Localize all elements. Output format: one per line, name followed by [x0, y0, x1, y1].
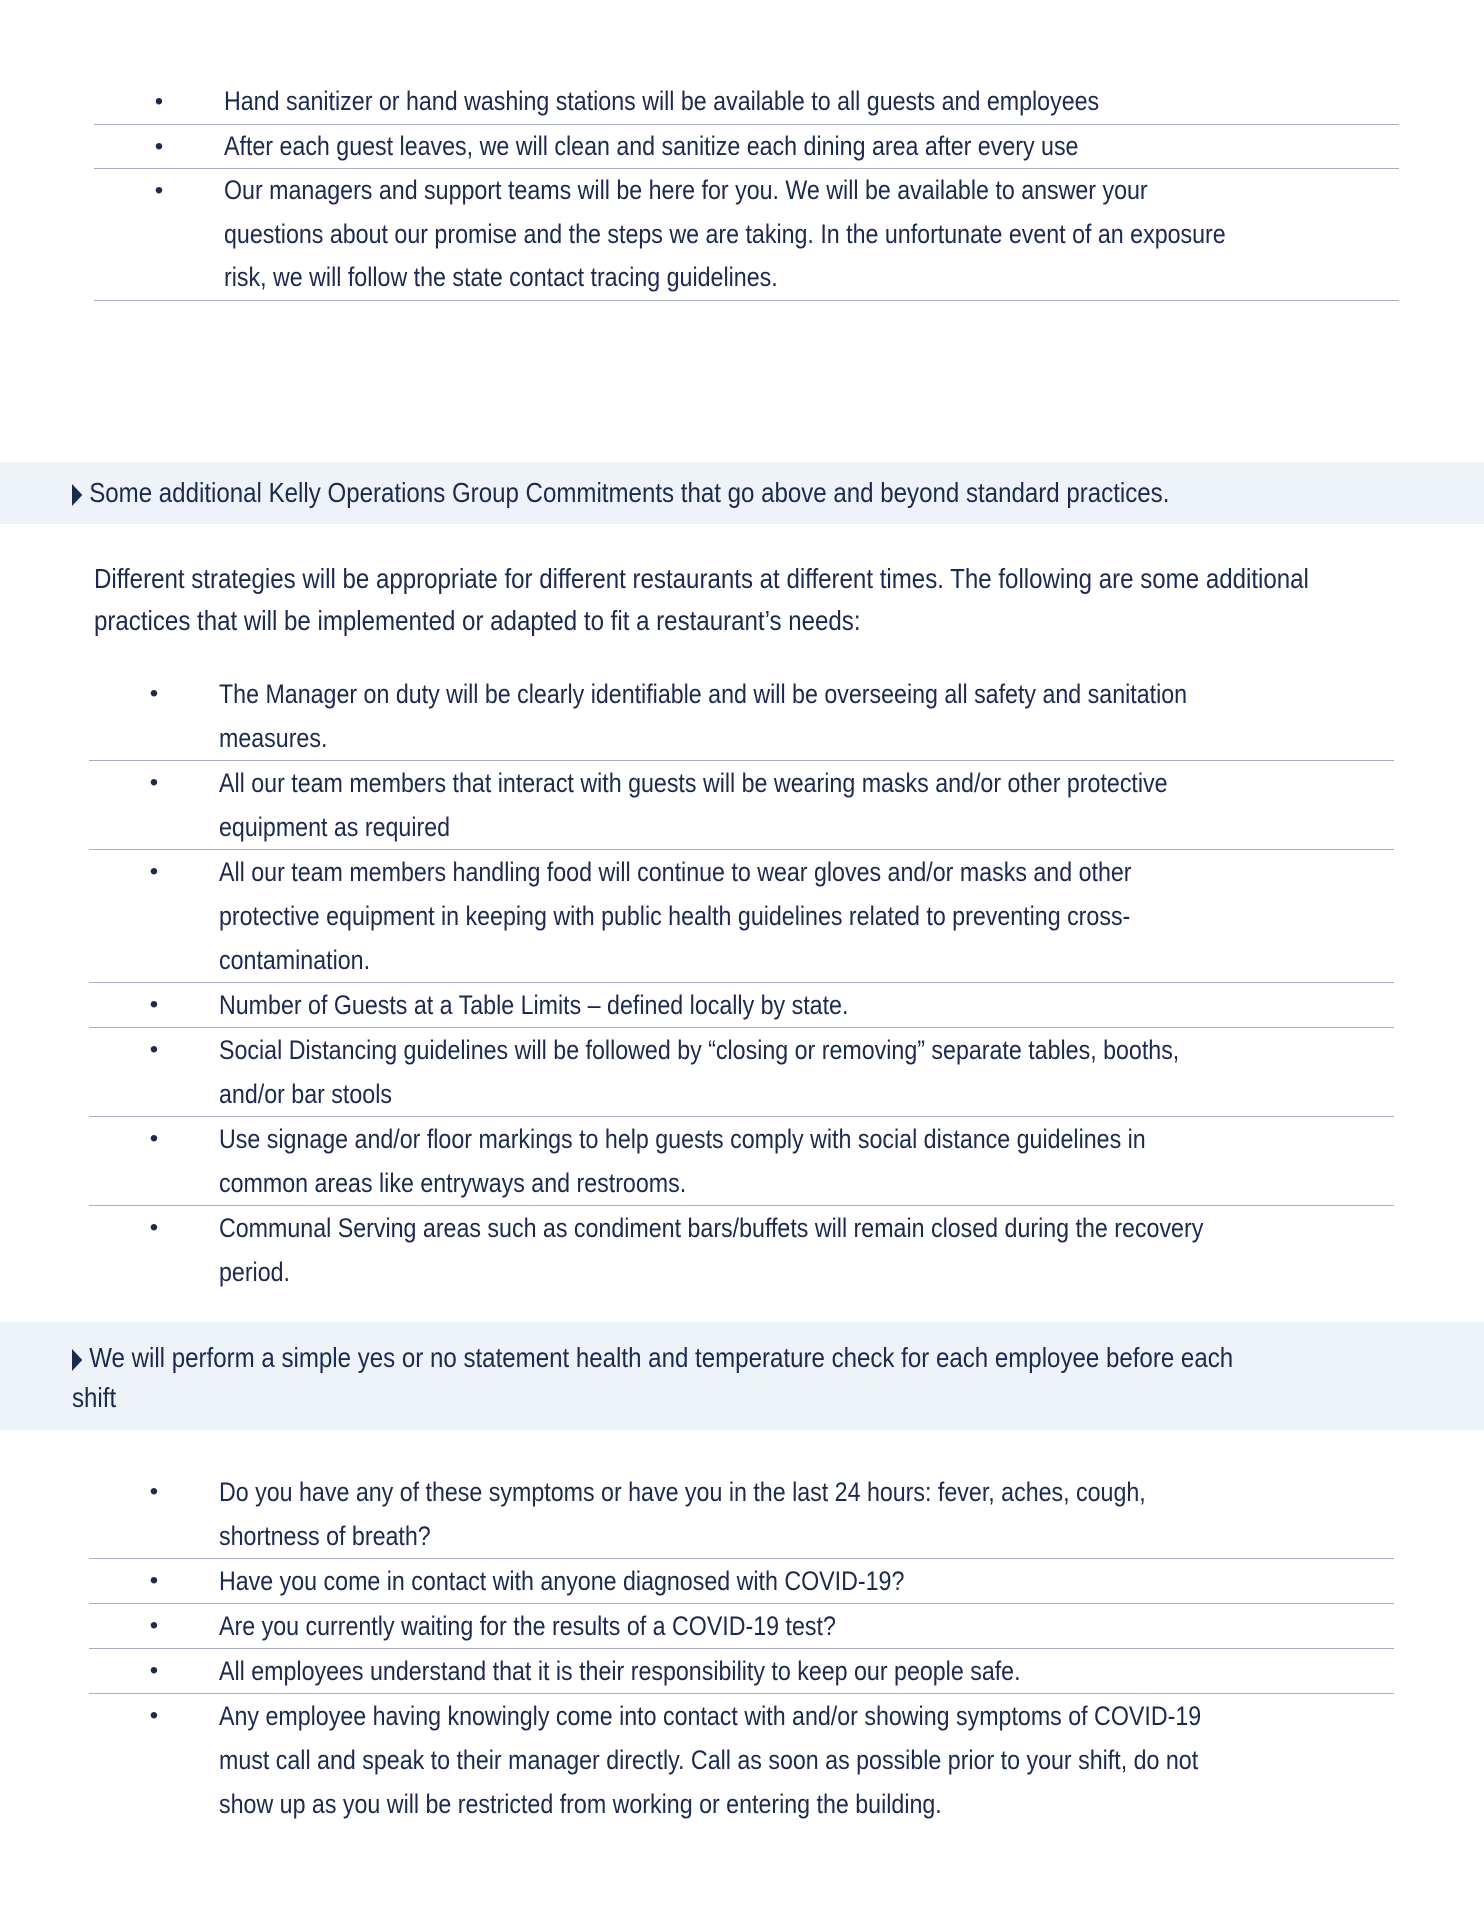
list-item: • Communal Serving areas such as condiment bars/buffets will remain closed during the recovery period.: [89, 1206, 1394, 1294]
list-item: • Use signage and/or floor markings to help guests comply with social distance guidelines in common areas like entryways and restrooms.: [89, 1117, 1394, 1206]
section-heading-band: [0, 462, 1484, 524]
bullet-icon: •: [154, 88, 164, 115]
section-heading: Some additional Kelly Operations Group Commitments that go above and beyond standard practices.: [89, 477, 1170, 508]
list-item: • All employees understand that it is their responsibility to keep our people safe.: [89, 1649, 1394, 1694]
bullet-icon: •: [154, 177, 164, 204]
bullet-icon: •: [149, 991, 159, 1018]
list-item: • After each guest leaves, we will clean and sanitize each dining area after every use: [94, 125, 1399, 170]
commitments-list: [89, 672, 1394, 1294]
list-item: • Number of Guests at a Table Limits – defined locally by state.: [89, 983, 1394, 1028]
list-item: • Social Distancing guidelines will be followed by “closing or removing” separate tables, booths, and/or bar stools: [89, 1028, 1394, 1117]
intro-paragraph: Different strategies will be appropriate for different restaurants at different times. The following are some additional practices that will be implemented or adapted to fit a restaurant’s needs:: [94, 563, 1309, 636]
bullet-icon: •: [149, 1214, 159, 1241]
list-item: • Any employee having knowingly come into contact with and/or showing symptoms of COVID-19 must call and speak to their manager directly. Call as soon as possible prior to your shift, do not show up as you will be restricted from working or entering the building.: [89, 1694, 1394, 1826]
bullet-icon: •: [154, 132, 164, 160]
section-heading-band: [0, 1322, 1484, 1430]
bullet-icon: •: [149, 1478, 159, 1505]
list-item: • The Manager on duty will be clearly identifiable and will be overseeing all safety and sanitation measures.: [89, 672, 1394, 761]
section-heading: We will perform a simple yes or no statement health and temperature check for each employee before each shift: [72, 1342, 1234, 1413]
triangle-marker-icon: [72, 1349, 82, 1371]
triangle-marker-icon: [72, 484, 82, 506]
list-item: • All our team members that interact with guests will be wearing masks and/or other protective equipment as required: [89, 761, 1394, 850]
health-check-list: [89, 1470, 1394, 1826]
bullet-icon: •: [149, 1567, 159, 1594]
bullet-icon: •: [149, 1702, 159, 1729]
bullet-icon: •: [149, 680, 159, 707]
bullet-icon: •: [149, 769, 159, 796]
list-item: • All our team members handling food will continue to wear gloves and/or masks and other protective equipment in keeping with public health guidelines related to preventing cross- contamination.: [89, 850, 1394, 983]
list-item: • Hand sanitizer or hand washing stations will be available to all guests and employees: [94, 80, 1399, 125]
bullet-icon: •: [149, 1125, 159, 1152]
bullet-icon: •: [149, 1036, 159, 1063]
bullet-icon: •: [149, 858, 159, 885]
top-bullet-list: [94, 80, 1399, 301]
bullet-icon: •: [149, 1657, 159, 1684]
list-item: • Do you have any of these symptoms or have you in the last 24 hours: fever, aches, cough, shortness of breath?: [89, 1470, 1394, 1559]
bullet-icon: •: [149, 1612, 159, 1639]
list-item: • Our managers and support teams will be here for you. We will be available to answer your questions about our promise and the steps we are taking. In the unfortunate event of an exposure risk, we will follow the state contact tracing guidelines.: [94, 169, 1399, 301]
list-item: • Are you currently waiting for the results of a COVID-19 test?: [89, 1604, 1394, 1649]
list-item: • Have you come in contact with anyone diagnosed with COVID-19?: [89, 1559, 1394, 1604]
